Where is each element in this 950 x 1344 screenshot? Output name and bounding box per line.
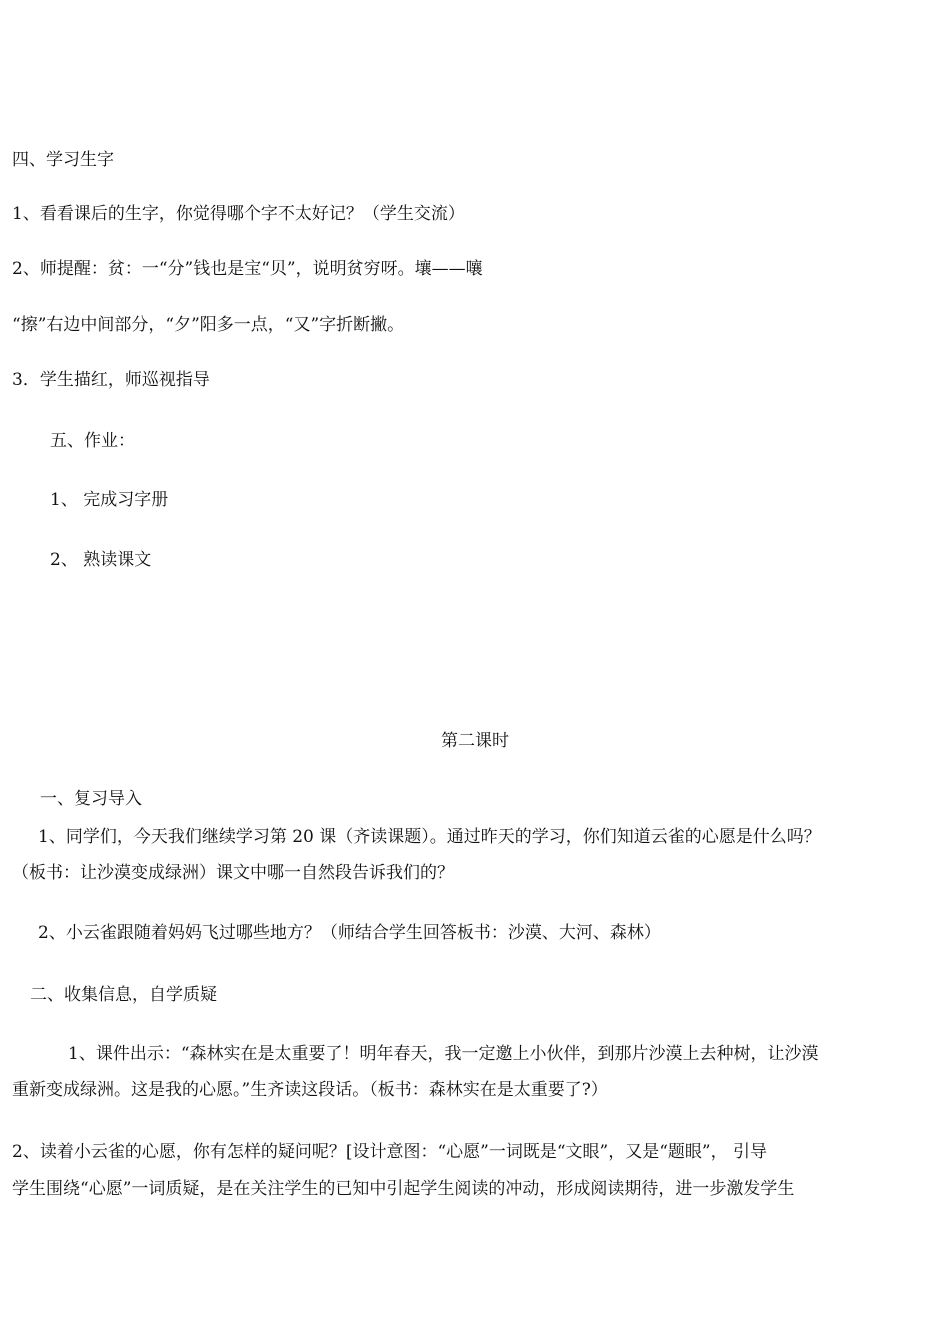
list-item: 1、课件出示：“森林实在是太重要了！明年春天，我一定邀上小伙伴，到那片沙漠上去种树，让沙漠	[68, 1044, 819, 1064]
section-heading-collect-info: 二、收集信息，自学质疑	[30, 985, 217, 1005]
section-heading-review: 一、复习导入	[40, 789, 142, 809]
list-item: 3．学生描红，师巡视指导	[12, 370, 210, 390]
list-item: 2、小云雀跟随着妈妈飞过哪些地方？（师结合学生回答板书：沙漠、大河、森林）	[38, 923, 661, 943]
list-item: 1、同学们，今天我们继续学习第 20 课（齐读课题）。通过昨天的学习，你们知道云雀的心愿是什么吗？	[38, 827, 821, 847]
list-item-continuation: “擦”右边中间部分，“夕”阳多一点，“又”字折断撇。	[12, 315, 405, 335]
section-heading-learn-characters: 四、学习生字	[12, 150, 114, 170]
list-item-continuation: 学生围绕“心愿”一词质疑，是在关注学生的已知中引起学生阅读的冲动，形成阅读期待，进一步激发学生	[12, 1179, 795, 1199]
list-item-continuation: （板书：让沙漠变成绿洲）课文中哪一自然段告诉我们的？	[12, 863, 454, 883]
list-item-continuation: 重新变成绿洲。这是我的心愿。”生齐读这段话。（板书：森林实在是太重要了?）	[12, 1080, 608, 1100]
list-item: 2、读着小云雀的心愿，你有怎样的疑问呢？[设计意图：“心愿”一词既是“文眼”，又是“题眼”， 引导	[12, 1142, 767, 1162]
list-item: 1、看看课后的生字，你觉得哪个字不太好记？（学生交流）	[12, 204, 465, 224]
lesson-title: 第二课时	[441, 731, 509, 751]
list-item: 2、 熟读课文	[50, 550, 152, 570]
section-heading-homework: 五、作业：	[50, 431, 135, 451]
list-item: 2、师提醒：贫：一“分”钱也是宝“贝”，说明贫穷呀。壤——嚷	[12, 259, 483, 279]
list-item: 1、 完成习字册	[50, 490, 169, 510]
